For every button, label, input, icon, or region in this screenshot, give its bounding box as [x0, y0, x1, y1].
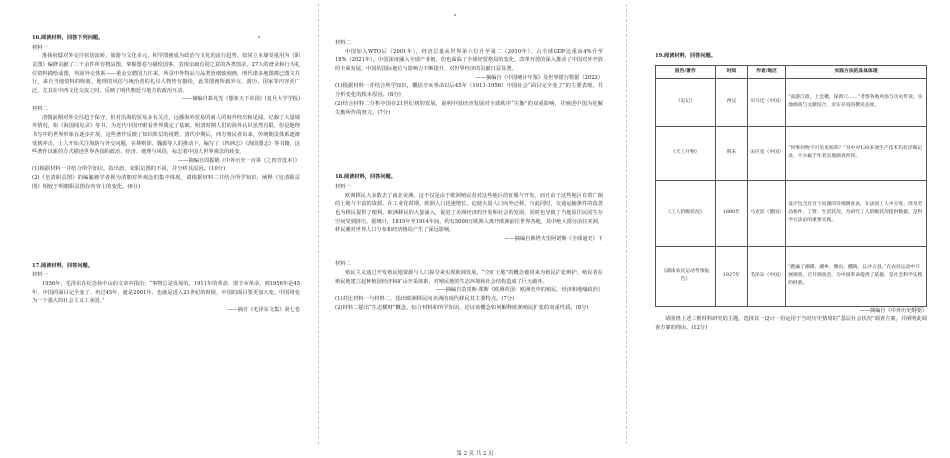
- sub-question: (2)《皇清职贡图》的编纂被学者视为清朝对外观念的集中体现，请根据材料二并结合所学知识，阐释《皇清职贡图》相较于明朝职贡图在内容上的变化。(6分): [32, 175, 300, 190]
- material-label: 材料二: [32, 105, 48, 112]
- sub-question: (1)对比材料一与材料二，指出欧洲移民向美洲的现代移民其主要特点。(7分): [335, 295, 515, 302]
- table-header: 作者/地区: [748, 65, 786, 78]
- table-cell: “南游江淮，上会稽，探禹穴……”考察各地风俗与历史传说，实地调查与文献结合，求实存真的撰史态度。: [786, 78, 927, 126]
- table-cell: 《史记》: [656, 78, 716, 126]
- material-source: ——摘编自莫里斯·郑斯《欧洲帝国：欧洲史中的殖民、经济和地缘政治》: [435, 287, 603, 294]
- column-divider: [626, 4, 627, 444]
- table-row: [656, 246, 927, 306]
- material-source: ——摘编自斯塔夫里阿诺斯《全球通史》下: [504, 235, 603, 242]
- table-cell: “何事何物不可见见闻哉？”书中对130多项生产技术均有详细记录，不少属于作者实地调查所得。: [786, 126, 927, 180]
- table-row: [656, 78, 927, 126]
- question-17-heading: 17.阅读材料，回答问题。: [32, 262, 93, 269]
- table-source: ——摘编自《中外历史纲要》: [859, 307, 927, 314]
- material-label: 材料一: [335, 183, 351, 190]
- table-header-row: [656, 65, 927, 78]
- material-source: ——摘自《毛泽东文集》第七卷: [227, 306, 300, 313]
- question-18-heading: 18.阅读材料，回答问题。: [335, 174, 396, 181]
- table-cell: 明末: [715, 126, 748, 180]
- table-cell: 1927年: [715, 246, 748, 306]
- material-label: 材料二: [335, 40, 351, 46]
- material-text: 欧洲移民大多数去了南北美洲。这不仅是由于欧洲殖民者对这些地区的征服与开发，而且由于这些地区有着广阔的土地与丰富的资源。在工业化时期，欧洲人口迅速增长，迫使大量人口向外迁移。与此同时，交通运输条件的改善也为移民提供了便利。欧洲移民的大量涌入，促进了美洲经济的开发和社会的发展，同时也导致了当地原住民的生存空间受到挤压。据统计，1815年至1914年间，约有5000万欧洲人离开欧洲前往世界各地，其中绝大部分前往美洲，移民潮对世界人口分布和经济格局产生了深远影响。: [335, 192, 603, 234]
- material-source: ——摘编自《中国统计年鉴》及世界银行数据（2022）: [475, 74, 603, 81]
- middle-column: [335, 0, 603, 458]
- table-row: [656, 180, 927, 246]
- material-text: 淮扬府邸对外交往密切流转，旅游与文化多元，积学图画成为政治与文化的流行趋势。如同立本屡受重用为《职贡图》编修贡献了二千余件所有物品图，掌握图卷与描绘国事，表现亲疏有别之意的各类图录，27人的谱录和行为礼仪资料描绘成图，巩固外交体系——重金交聘国力往来，所贡中外物品与品类皆细致刻画，明代诸多地图都已图文并行，来自当地资料的吸收、地理的风俗与统治者的礼仪人物皆有描绘，此等图画所载外交、游历、国家等内容更广泛，尤其在中西文化交流之时，反映了明代朝廷与地方的政治互动。: [32, 53, 300, 94]
- right-column: [655, 0, 927, 458]
- sub-question: (2)结合材料二分析中国在21世纪初的发展，说明中国经济发展对全球秩序“失衡”的双重影响，并阐述中国为化解失衡所作的努力。(7分): [335, 100, 603, 116]
- research-table: [655, 65, 927, 307]
- table-cell: 宋应星（中国）: [748, 126, 786, 180]
- material-text: 清朝前期对外交往趋于保守，但对沿海的贸易多有关注，远播海外贸易的商人的海外经历和见闻，记载了大量域外情况，如《海国闻见录》等书，为近代中国开眼看世界奠定了基础。明清时期人们的海外认识虽然有限，但是地理书写中的世界形象在逐步扩展，这些著作反映了知识阶层的视野。清代中期后，西方殖民者东来，传统朝贡体系逐渐受到冲击，士人开始关注海防与外交问题，在林则徐、魏源等人的推动下，编写了《四洲志》《海国图志》等书籍，这些著作以新的方式描述世界各国的政治、经济、地理与风俗，标志着中国人世界观念的转变。: [32, 114, 300, 156]
- question-prompt: 请围绕上述三则材料研究的主题，选择其一设计一份运用于当时历史情境的“基层社会状况”调查方案，并阐明此调查方案的理由。(12分): [655, 316, 927, 331]
- material-label: 材料一: [32, 44, 48, 51]
- table-header: 时间: [715, 65, 748, 78]
- table-header: 报告/著作: [656, 65, 716, 78]
- scan-mark: [258, 36, 260, 38]
- table-cell: 《湖南农民运动考察报告》: [656, 246, 716, 306]
- table-cell: 西汉: [715, 78, 748, 126]
- table-cell: 马克思（德国）: [748, 180, 786, 246]
- material-text: 殖民主义通过开发殖民地资源与人口掠夺来实现欧洲发展，“空旷土地”的概念被用来为殖民扩张辩护。殖民者在殖民地建立起种植园经济和矿山开采体系，对殖民地的生态环境和社会结构造成了巨大破坏。: [335, 270, 603, 285]
- material-source: ——摘编自周振鹤《中外历史一百讲（之四节选本）》: [178, 157, 300, 164]
- table-cell: 司马迁（中国）: [748, 78, 786, 126]
- sub-question: (2)材料二提出“生态横财”概念，综合材料和所学知识，论证该概念如何解释欧洲殖民扩张的双重性质。(8分): [335, 304, 589, 311]
- sub-question: (1)根据材料一并结合所学知识，指出唐、宋职贡图的不同，并分析其原因。(10分): [32, 166, 226, 173]
- column-divider: [318, 4, 319, 444]
- question-19-heading: 19.阅读材料，回答问题。: [655, 53, 716, 59]
- table-cell: “跑遍了湘潭、湘乡、衡山、醴陵、长沙五县。”在农民运动中开展调查，召开调查会，为中国革命提供了依据，是社会科学实践的经典。: [786, 246, 927, 306]
- material-label: 材料一: [32, 272, 48, 279]
- table-cell: 1880年: [715, 180, 748, 246]
- table-cell: 《天工开物》: [656, 126, 716, 180]
- material-text: 中国加入WTO后（2001年），经济总量从世界第六位升至第二（2010年），占全球GDP比重由4%升至18%（2021年）。中国深度融入全球产业链，但也面临了全球经贸格局的变化。改革开放的深入推动了中国对外开放的全面发展，中国的国际地位与影响力不断提升，对世界经济的贡献日益显著。: [335, 48, 603, 72]
- table-row: [656, 126, 927, 180]
- table-cell: 《工人阶级状况》: [656, 180, 716, 246]
- material-source: ——摘编自葛兆光《想象天下帝国》(复旦大学学报): [181, 96, 300, 103]
- scan-mark: [454, 14, 456, 16]
- left-column: [32, 0, 300, 458]
- table-cell: 设计包含近百个问题的详细调查表，在法国工人中分发，涉及劳动条件、工资、生活状况，为研究工人阶级状况提供数据，是科学方法论的重要实践。: [786, 180, 927, 246]
- table-cell: 毛泽东（中国）: [748, 246, 786, 306]
- material-label: 材料二: [335, 261, 351, 268]
- sub-question: (1)根据材料一并结合所学知识，概括辛亥革命以后45年（1911-1956）中国社会“面目完全变了”的主要表现，并分析变化的根本原因。(8分): [335, 83, 603, 98]
- material-text: 1956年，毛泽东在纪念孙中山的文章中指出：“事物总是发展的。1911年的革命，即辛亥革命，到1956年是45年，中国的面目完全变了。再过45年，就是2001年，也就是进入21世纪的时候，中国的面目要更加大变。中国将变为一个强大的社会主义工业国。”: [32, 281, 300, 305]
- table-header: 实践方法的具体体现: [786, 65, 927, 78]
- question-16-heading: 16.阅读材料，回答下列问题。: [32, 35, 104, 41]
- page-footer: 第 2 页 共 2 页: [456, 451, 494, 457]
